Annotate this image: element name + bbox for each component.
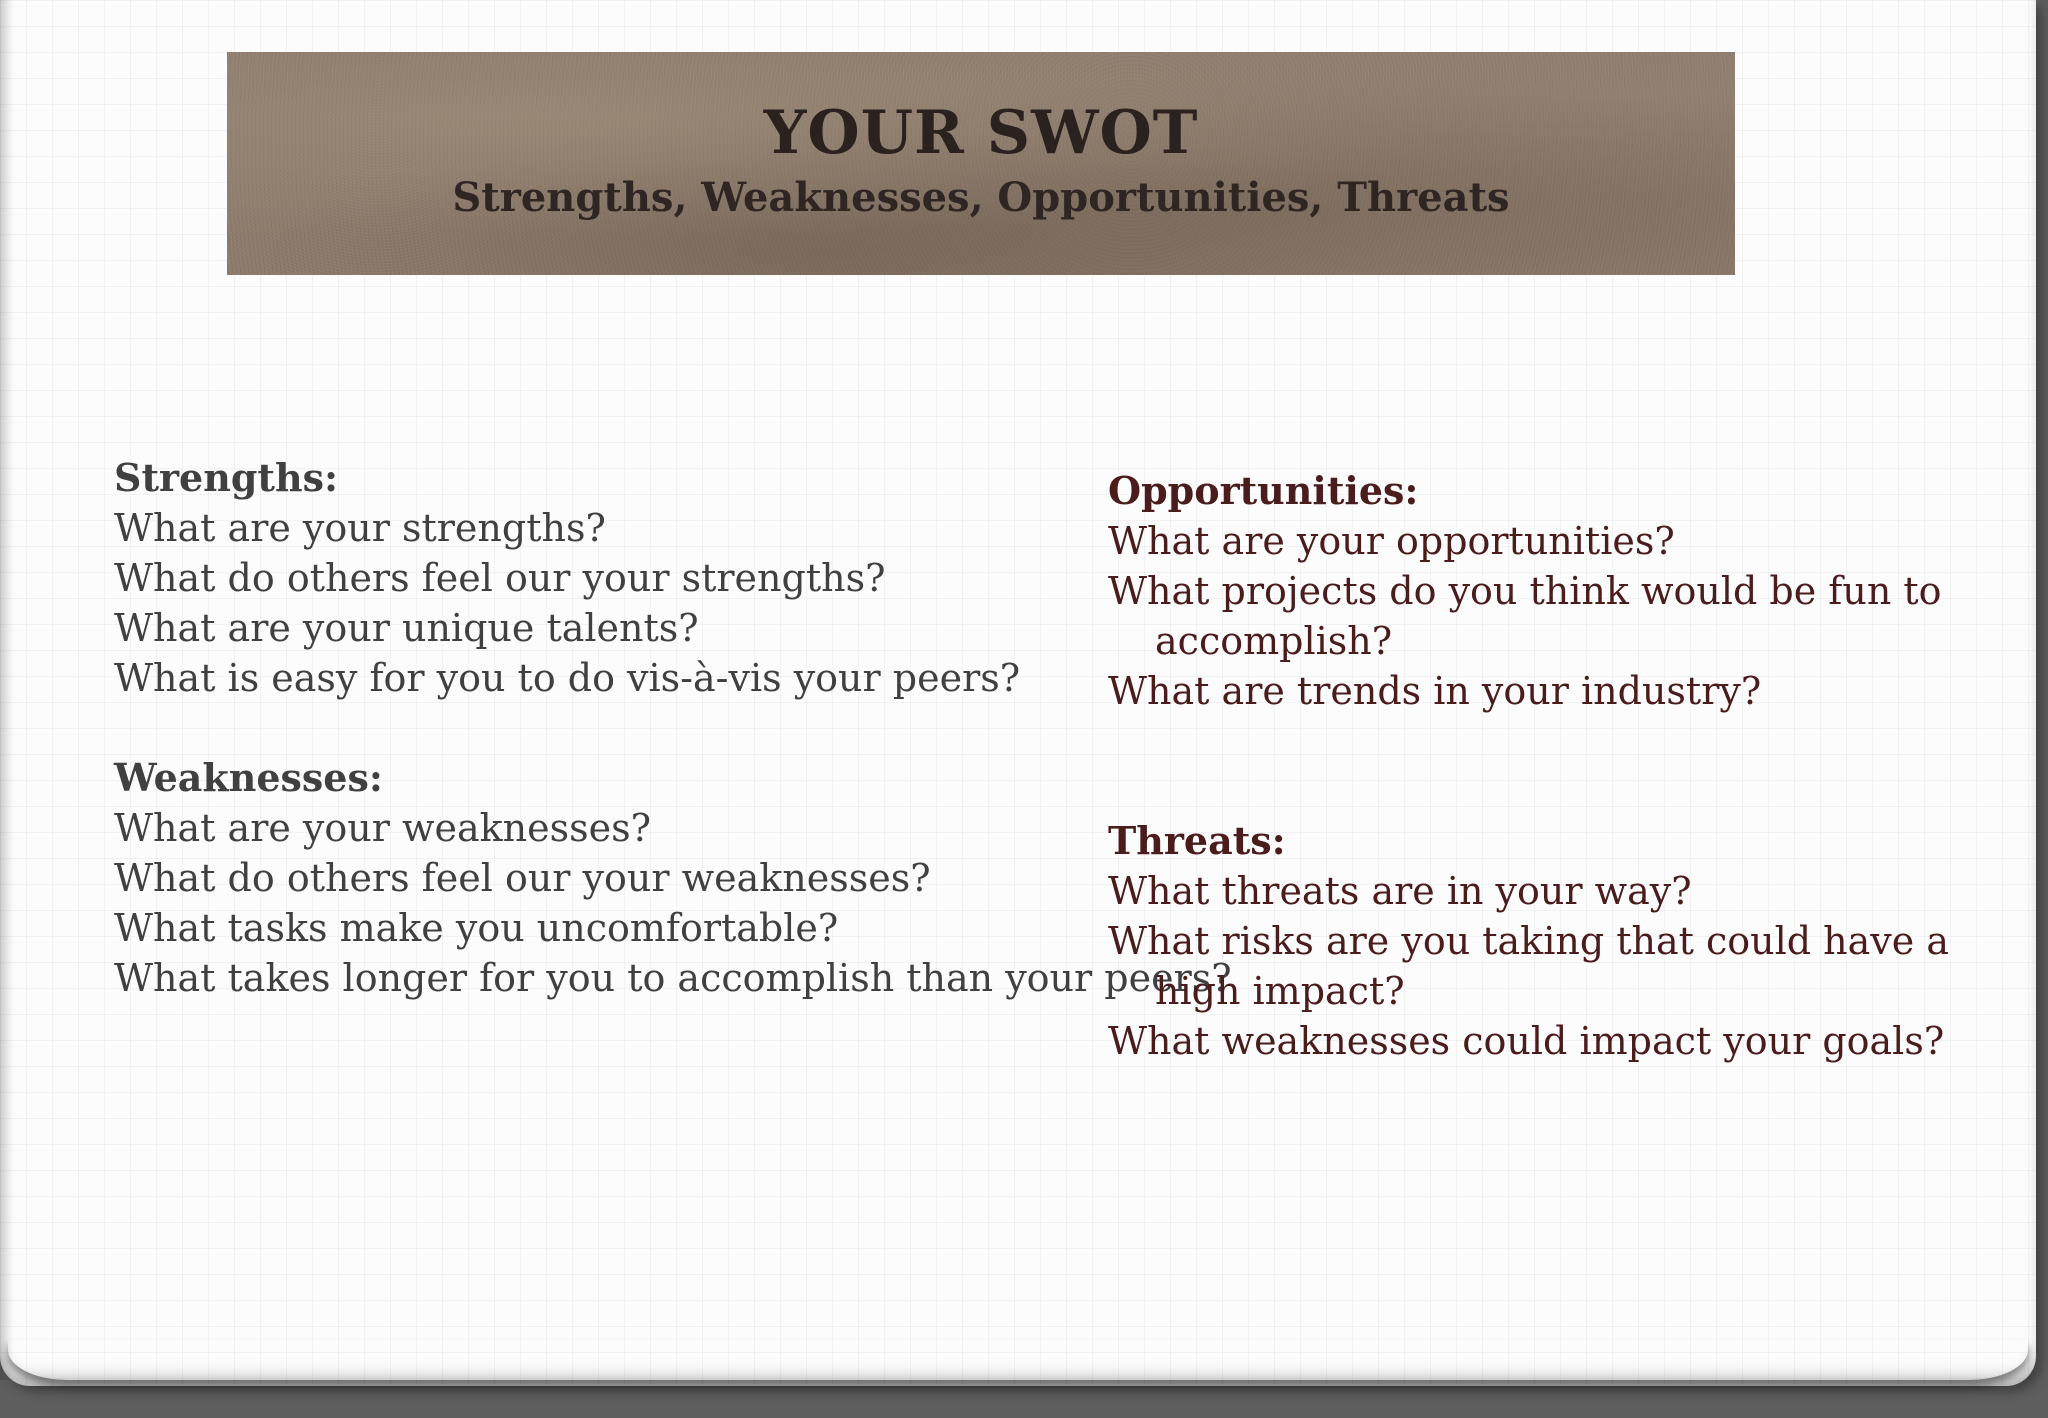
weaknesses-item: What tasks make you uncomfortable? bbox=[114, 906, 839, 950]
section-spacer bbox=[1108, 716, 2008, 816]
strengths-item: What is easy for you to do vis-à-vis your peers? bbox=[114, 656, 1021, 700]
strengths-heading: Strengths: bbox=[114, 455, 338, 500]
strengths-item: What are your unique talents? bbox=[114, 606, 699, 650]
right-column bbox=[1108, 466, 2008, 1066]
weaknesses-item: What do others feel our your weaknesses? bbox=[114, 856, 931, 900]
strengths-item: What are your strengths? bbox=[114, 506, 606, 550]
title-banner bbox=[227, 52, 1735, 275]
threats-item: What threats are in your way? bbox=[1108, 869, 1692, 913]
threats-item: What risks are you taking that could have a high impact? bbox=[1108, 919, 1949, 1013]
strengths-item: What do others feel our your strengths? bbox=[114, 556, 886, 600]
opportunities-item: What are trends in your industry? bbox=[1108, 669, 1762, 713]
opportunities-heading: Opportunities: bbox=[1108, 468, 1419, 513]
threats-heading: Threats: bbox=[1108, 818, 1286, 863]
page-title: YOUR SWOT bbox=[763, 98, 1199, 168]
opportunities-item: What projects do you think would be fun to accomplish? bbox=[1108, 569, 1942, 663]
page-curl-shadow bbox=[8, 1340, 2028, 1380]
weaknesses-item: What are your weaknesses? bbox=[114, 806, 652, 850]
page-shadow bbox=[0, 0, 14, 1380]
threats-item: What weaknesses could impact your goals? bbox=[1108, 1019, 1945, 1063]
page-subtitle: Strengths, Weaknesses, Opportunities, Threats bbox=[452, 174, 1510, 221]
section-spacer bbox=[114, 703, 1114, 753]
opportunities-item: What are your opportunities? bbox=[1108, 519, 1675, 563]
weaknesses-item: What takes longer for you to accomplish than your peers? bbox=[114, 956, 1232, 1000]
weaknesses-heading: Weaknesses: bbox=[114, 755, 383, 800]
